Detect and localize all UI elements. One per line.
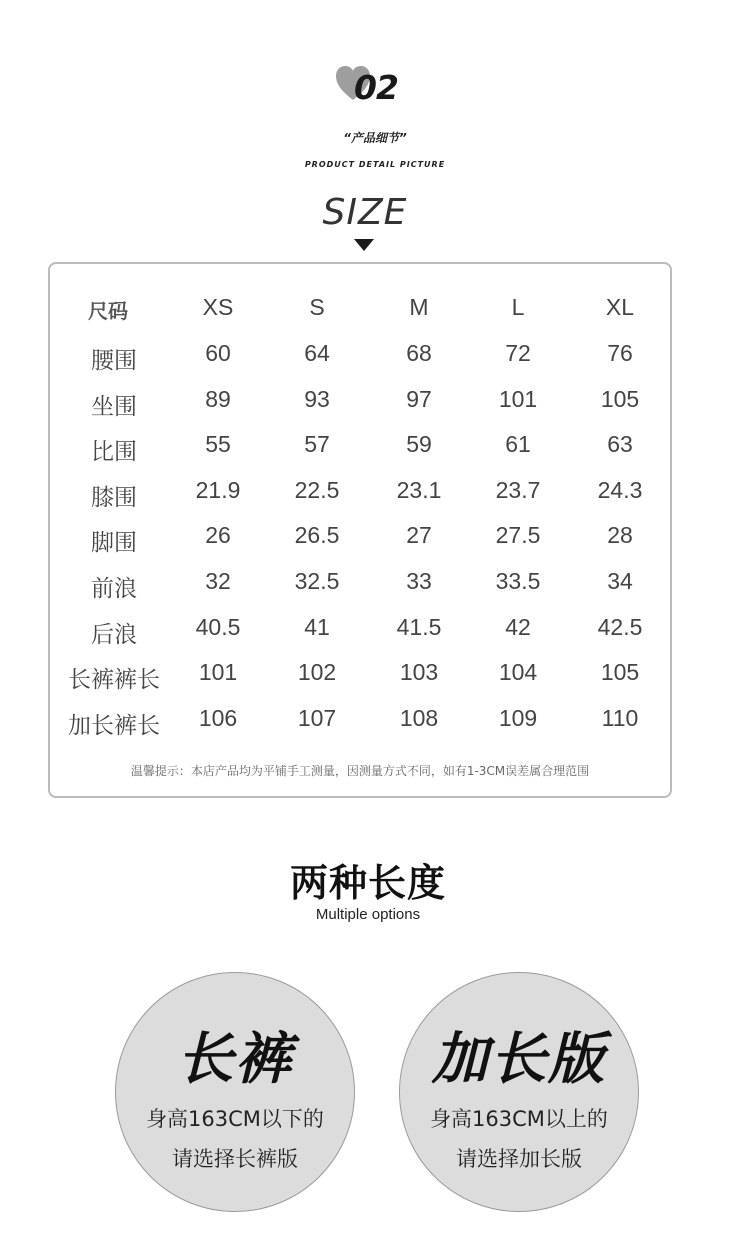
size-cell: 61 bbox=[505, 431, 531, 458]
option-circle-extended bbox=[399, 972, 639, 1212]
size-cell: 22.5 bbox=[294, 476, 340, 503]
option-choice-line: 请选择加长版 bbox=[456, 1147, 582, 1171]
size-cell: 27 bbox=[406, 522, 432, 549]
size-cell: 27.5 bbox=[495, 522, 541, 549]
size-row-label: 膝围 bbox=[91, 484, 137, 511]
size-row-label: 腰围 bbox=[91, 348, 137, 374]
measurement-note: 温馨提示：本店产品均为平铺手工测量，因测量方式不同，如有1-3CM误差属合理范围 bbox=[130, 764, 590, 778]
options-subtitle: Multiple options bbox=[315, 906, 421, 923]
size-cell: 33.5 bbox=[495, 568, 541, 594]
size-cell: 55 bbox=[205, 431, 231, 458]
size-cell: 41.5 bbox=[396, 613, 442, 640]
size-cell: 104 bbox=[498, 659, 538, 686]
option-height-line: 身高163CM以下的 bbox=[146, 1107, 324, 1131]
option-choice-line: 请选择长裤版 bbox=[172, 1147, 298, 1171]
size-row-label: 坐围 bbox=[91, 393, 137, 420]
option-name: 长裤 bbox=[177, 1027, 293, 1092]
size-cell: 57 bbox=[304, 431, 330, 458]
size-cell: 101 bbox=[498, 385, 538, 412]
size-cell: 97 bbox=[406, 385, 432, 412]
size-cell: 89 bbox=[205, 385, 231, 412]
section-number-badge bbox=[336, 66, 416, 106]
size-cell: 23.1 bbox=[396, 476, 442, 503]
size-row-label: 后浪 bbox=[91, 621, 137, 648]
size-cell: 32 bbox=[205, 568, 231, 594]
size-cell: 34 bbox=[607, 568, 633, 594]
size-cell: 21.9 bbox=[195, 476, 241, 503]
size-cell: 64 bbox=[304, 340, 330, 366]
size-row-label: 加长裤长 bbox=[68, 712, 160, 739]
option-circle-regular bbox=[115, 972, 355, 1212]
section-number: 02 bbox=[354, 68, 398, 107]
size-cell: 72 bbox=[505, 340, 531, 366]
option-height-line: 身高163CM以上的 bbox=[430, 1107, 608, 1131]
size-cell: 102 bbox=[297, 659, 337, 686]
size-cell: 42 bbox=[505, 613, 531, 640]
size-cell: 105 bbox=[600, 659, 640, 686]
triangle-down-icon bbox=[354, 239, 374, 251]
size-cell: 63 bbox=[607, 431, 633, 458]
size-cell: 106 bbox=[198, 704, 238, 731]
size-cell: 33 bbox=[406, 568, 432, 594]
size-corner-label: 尺码 bbox=[88, 299, 128, 323]
size-cell: 76 bbox=[607, 340, 633, 366]
size-row-label: 脚围 bbox=[91, 530, 137, 557]
size-cell: 103 bbox=[399, 659, 439, 686]
size-row-label: 长裤裤长 bbox=[68, 667, 160, 694]
size-cell: 105 bbox=[600, 385, 640, 412]
size-cell: 101 bbox=[198, 659, 238, 686]
size-cell: 24.3 bbox=[597, 476, 643, 503]
size-cell: 107 bbox=[297, 704, 337, 731]
section-title-en: PRODUCT DETAIL PICTURE bbox=[304, 160, 446, 169]
size-heading: SIZE bbox=[322, 192, 408, 233]
size-cell: 42.5 bbox=[597, 613, 643, 640]
size-cell: 40.5 bbox=[195, 613, 241, 640]
size-column-header: S bbox=[309, 294, 325, 320]
size-row-label: 比围 bbox=[91, 439, 137, 466]
size-cell: 68 bbox=[406, 340, 432, 366]
size-cell: 109 bbox=[498, 704, 538, 731]
size-column-header: XL bbox=[605, 294, 635, 320]
size-row-label: 前浪 bbox=[91, 576, 137, 602]
size-column-header: M bbox=[409, 294, 429, 320]
size-cell: 108 bbox=[399, 704, 439, 731]
size-cell: 110 bbox=[601, 704, 639, 731]
section-title-cn: “产品细节” bbox=[343, 131, 407, 145]
size-cell: 41 bbox=[304, 613, 330, 640]
size-cell: 32.5 bbox=[294, 568, 340, 594]
size-cell: 93 bbox=[304, 385, 330, 412]
size-cell: 23.7 bbox=[495, 476, 541, 503]
size-cell: 28 bbox=[607, 522, 633, 549]
size-cell: 26.5 bbox=[294, 522, 340, 549]
size-cell: 59 bbox=[406, 431, 432, 458]
size-cell: 26 bbox=[205, 522, 231, 549]
option-name: 加长版 bbox=[432, 1027, 606, 1092]
size-column-header: L bbox=[511, 294, 525, 320]
size-column-header: XS bbox=[202, 294, 234, 320]
options-title: 两种长度 bbox=[289, 861, 446, 905]
size-cell: 60 bbox=[205, 340, 231, 366]
